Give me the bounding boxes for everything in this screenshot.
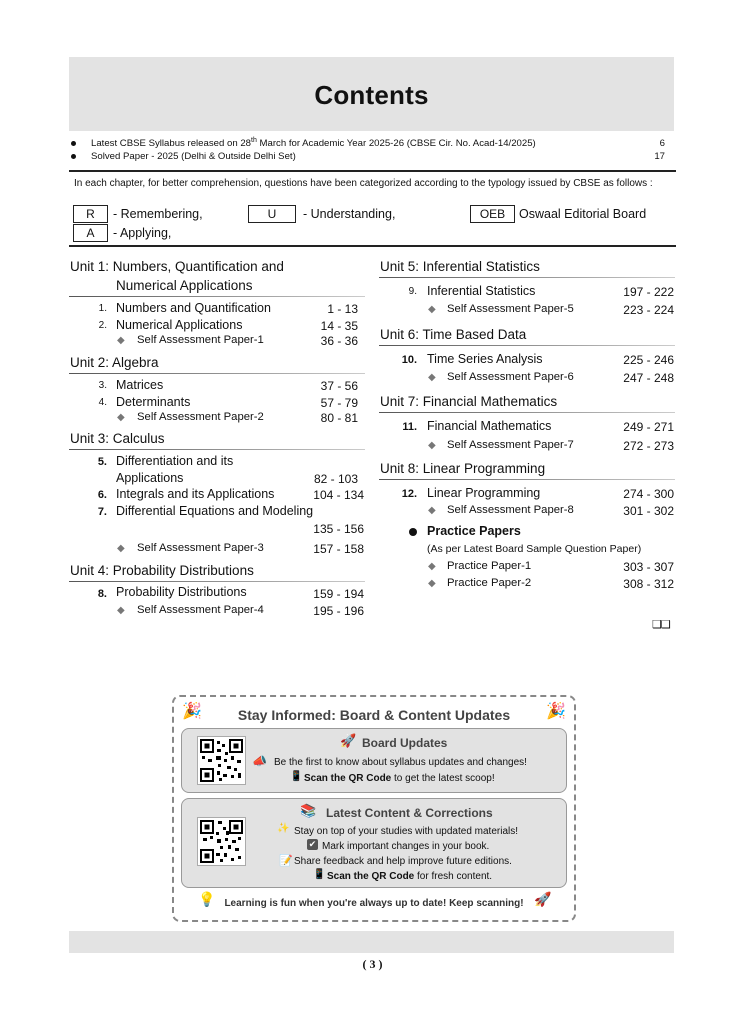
party-popper-icon: 🎉 (182, 703, 202, 720)
unit-underline (379, 277, 675, 278)
content-corrections-title: Latest Content & Corrections (326, 806, 493, 820)
footer-band (69, 931, 674, 953)
unit-1-title[interactable]: Unit 1: Numbers, Quantification and (70, 259, 284, 274)
unit-6-title[interactable]: Unit 6: Time Based Data (380, 327, 527, 342)
sparkle-icon: ✨ (277, 823, 290, 834)
divider (69, 245, 676, 247)
promo-footer: Learning is fun when you're always up to date! Keep scanning! (224, 898, 524, 909)
unit-4-title[interactable]: Unit 4: Probability Distributions (70, 563, 254, 578)
chapter-title[interactable]: Inferential Statistics (427, 284, 536, 298)
unit-7-title[interactable]: Unit 7: Financial Mathematics (380, 394, 558, 409)
legend-label-a: - Applying, (113, 226, 172, 240)
party-popper-icon: 🎉 (546, 703, 566, 720)
legend-code-u: U (248, 205, 296, 223)
divider (69, 170, 676, 172)
page-range: 36 - 36 (320, 334, 358, 348)
practice-paper-title[interactable]: Practice Paper-2 (447, 577, 532, 589)
self-assessment-title[interactable]: Self Assessment Paper-4 (137, 604, 264, 616)
diamond-icon: ◆ (117, 335, 125, 346)
syllabus-sup: th (251, 137, 257, 144)
unit-5-title[interactable]: Unit 5: Inferential Statistics (380, 259, 540, 274)
legend-label-u: - Understanding, (303, 207, 396, 221)
chapter-num: 7. (97, 506, 107, 518)
syllabus-text-a: Latest CBSE Syllabus released on 28 (91, 138, 251, 150)
top-item-syllabus[interactable] (69, 137, 665, 149)
updates-promo-box (172, 695, 576, 922)
qr-code[interactable] (197, 736, 246, 785)
self-assessment-title[interactable]: Self Assessment Paper-6 (447, 371, 574, 383)
bullet-icon (71, 154, 76, 159)
qr-code[interactable] (197, 817, 246, 866)
page-range: 1 - 13 (327, 302, 358, 316)
top-item-solved-paper[interactable] (69, 151, 665, 162)
chapter-num: 12. (401, 488, 417, 500)
chapter-num: 5. (97, 456, 107, 468)
chapter-num: 11. (402, 421, 417, 433)
diamond-icon: ◆ (428, 440, 436, 451)
page-range: 80 - 81 (320, 411, 358, 425)
diamond-icon: ◆ (428, 505, 436, 516)
checkmark-icon: ✔ (308, 839, 317, 849)
legend-code-oeb: OEB (470, 205, 515, 223)
self-assessment-title[interactable]: Self Assessment Paper-3 (137, 542, 264, 554)
page-range: 303 - 307 (623, 560, 674, 574)
page-range: 225 - 246 (623, 353, 674, 367)
page-range: 197 - 222 (623, 285, 674, 299)
diamond-icon: ◆ (428, 578, 436, 589)
page-range: 82 - 103 (313, 472, 358, 486)
board-updates-title: Board Updates (362, 736, 448, 750)
board-updates-panel (181, 728, 567, 793)
legend-code-r: R (73, 205, 108, 223)
diamond-icon: ◆ (117, 605, 125, 616)
diamond-icon: ◆ (428, 304, 436, 315)
unit-underline (379, 479, 675, 480)
practice-paper-title[interactable]: Practice Paper-1 (447, 560, 532, 572)
page-number: ( 3 ) (362, 957, 383, 971)
chapter-title[interactable]: Time Series Analysis (427, 352, 543, 366)
chapter-num: 4. (98, 397, 107, 408)
chapter-title-cont[interactable]: Applications (116, 471, 184, 485)
rocket-icon: 🚀 (340, 733, 357, 748)
scan-bold: Scan the QR Code (327, 871, 415, 882)
diamond-icon: ◆ (117, 543, 125, 554)
chapter-num: 3. (98, 380, 107, 391)
page-ref: 17 (654, 151, 665, 162)
self-assessment-title[interactable]: Self Assessment Paper-1 (137, 334, 264, 346)
page-range: 274 - 300 (623, 487, 674, 501)
intro-text: In each chapter, for better comprehension, questions have been categorized according to the typology issued by CBSE as follows : (74, 178, 653, 189)
board-updates-line: Be the first to know about syllabus updates and changes! (274, 757, 527, 768)
chapter-num: 9. (408, 286, 417, 297)
chapter-num: 8. (97, 588, 107, 600)
lightbulb-icon: 💡 (198, 891, 216, 907)
chapter-title[interactable]: Linear Programming (427, 486, 541, 500)
scan-bold: Scan the QR Code (304, 773, 392, 784)
unit-underline (69, 449, 365, 450)
diamond-icon: ◆ (117, 412, 125, 423)
page-range: 247 - 248 (623, 371, 674, 385)
page-range: 272 - 273 (623, 439, 674, 453)
legend-label-oeb: Oswaal Editorial Board (519, 207, 647, 221)
content-line-2: Mark important changes in your book. (322, 841, 490, 852)
chapter-title[interactable]: Numerical Applications (116, 318, 243, 332)
chapter-title[interactable]: Numbers and Quantification (116, 301, 271, 315)
unit-underline (379, 345, 675, 346)
page-range: 104 - 134 (313, 488, 364, 502)
page-range: 308 - 312 (623, 577, 674, 591)
megaphone-icon: 📣 (252, 754, 267, 768)
practice-papers-title[interactable]: Practice Papers (427, 524, 521, 538)
end-mark: ❑❑ (652, 619, 670, 631)
syllabus-text-b: March for Academic Year 2025-26 (CBSE Cir. No. Acad-14/2025) (256, 138, 536, 150)
unit-underline (379, 412, 675, 413)
page-range: 135 - 156 (313, 522, 364, 536)
legend-code-a: A (73, 224, 108, 242)
self-assessment-title[interactable]: Self Assessment Paper-8 (447, 504, 574, 516)
books-icon: 📚 (300, 803, 317, 818)
unit-underline (69, 581, 365, 582)
chapter-title[interactable]: Integrals and its Applications (116, 487, 275, 501)
practice-papers-subtitle: (As per Latest Board Sample Question Paper) (427, 543, 642, 555)
content-line-1: Stay on top of your studies with updated materials! (294, 826, 519, 837)
chapter-num: 6. (97, 489, 107, 501)
unit-underline (69, 296, 365, 297)
chapter-title[interactable]: Differential Equations and Modeling (116, 504, 314, 518)
board-scan-line (304, 773, 495, 784)
promo-heading: Stay Informed: Board & Content Updates (237, 707, 511, 723)
page-range: 223 - 224 (623, 303, 674, 317)
unit-3-title[interactable]: Unit 3: Calculus (70, 431, 165, 446)
unit-8-title[interactable]: Unit 8: Linear Programming (380, 461, 546, 476)
chapter-num: 2. (98, 320, 107, 331)
memo-icon: 📝 (279, 855, 293, 867)
content-scan-line (327, 871, 492, 882)
page-range: 301 - 302 (623, 504, 674, 518)
bullet-icon (71, 141, 76, 146)
scan-rest: for fresh content. (414, 871, 493, 882)
diamond-icon: ◆ (428, 561, 436, 572)
unit-2-title[interactable]: Unit 2: Algebra (70, 355, 159, 370)
self-assessment-title[interactable]: Self Assessment Paper-7 (447, 439, 574, 451)
page-range: 14 - 35 (320, 319, 358, 333)
page-range: 195 - 196 (313, 604, 364, 618)
self-assessment-title[interactable]: Self Assessment Paper-2 (137, 411, 264, 423)
page-range: 249 - 271 (623, 420, 674, 434)
content-line-3: Share feedback and help improve future editions. (294, 856, 512, 867)
content-corrections-panel (181, 798, 567, 888)
phone-icon: 📱 (313, 869, 326, 880)
chapter-title[interactable]: Financial Mathematics (427, 419, 552, 433)
page-range: 157 - 158 (313, 542, 364, 556)
solved-paper-text: Solved Paper - 2025 (Delhi & Outside Delhi Set) (91, 151, 296, 162)
bullet-icon (409, 528, 417, 536)
unit-underline (69, 373, 365, 374)
chapter-title[interactable]: Probability Distributions (116, 585, 247, 599)
chapter-title[interactable]: Determinants (116, 395, 191, 409)
chapter-title[interactable]: Matrices (116, 378, 164, 392)
scan-rest: to get the latest scoop! (391, 773, 495, 784)
phone-icon: 📱 (290, 771, 303, 782)
diamond-icon: ◆ (428, 372, 436, 383)
page-ref: 6 (659, 137, 665, 149)
page-range: 37 - 56 (320, 379, 358, 393)
page-range: 57 - 79 (320, 396, 358, 410)
self-assessment-title[interactable]: Self Assessment Paper-5 (447, 303, 574, 315)
page-title: Contents (314, 80, 429, 110)
chapter-num: 1. (98, 303, 107, 314)
chapter-title[interactable]: Differentiation and its (116, 454, 234, 468)
unit-1-title-cont[interactable]: Numerical Applications (116, 278, 253, 293)
legend-label-r: - Remembering, (113, 207, 203, 221)
page-range: 159 - 194 (313, 587, 364, 601)
chapter-num: 10. (401, 354, 417, 366)
rocket-icon: 🚀 (534, 891, 552, 907)
